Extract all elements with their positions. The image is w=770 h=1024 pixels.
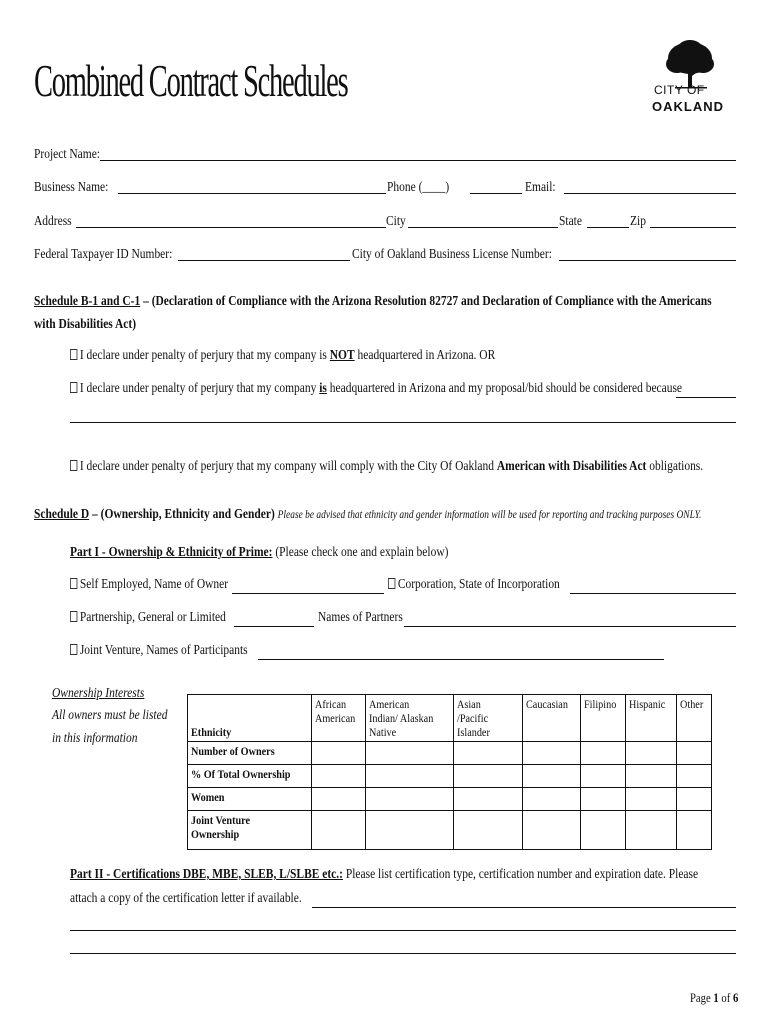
tax-license-row <box>34 246 736 264</box>
certification-field[interactable] <box>312 893 736 908</box>
state-label: State <box>559 214 582 229</box>
opt3-text-b: obligations. <box>646 459 704 474</box>
owner-name-field[interactable] <box>232 579 384 594</box>
business-license-label: City of Oakland Business License Number: <box>352 247 552 262</box>
declaration-ada-checkbox[interactable] <box>70 460 77 471</box>
state-field[interactable] <box>587 213 629 228</box>
city-field[interactable] <box>408 213 558 228</box>
schedule-d-description: – (Ownership, Ethnicity and Gender) <box>89 507 275 522</box>
self-employed-label: Self Employed, Name of Owner <box>79 577 229 592</box>
table-cell[interactable] <box>581 765 626 788</box>
schedule-b1-heading <box>34 294 712 310</box>
partnership-option[interactable] <box>70 610 226 626</box>
table-header-cell: African American <box>312 695 366 742</box>
names-of-partners-field[interactable] <box>404 612 736 627</box>
business-name-row <box>34 179 736 197</box>
table-cell[interactable] <box>366 811 454 850</box>
part1-heading <box>70 545 448 561</box>
table-cell[interactable] <box>677 742 711 765</box>
table-cell[interactable] <box>454 788 523 811</box>
opt2-is: is <box>319 381 327 396</box>
phone-field[interactable] <box>470 179 522 194</box>
table-row-label: Number of Owners <box>188 742 312 765</box>
table-cell[interactable] <box>454 765 523 788</box>
project-name-label: Project Name: <box>34 147 100 162</box>
corporation-label: Corporation, State of Incorporation <box>397 577 560 592</box>
arizona-reason-field-line2[interactable] <box>70 408 736 423</box>
declaration-arizona-option[interactable] <box>70 381 682 397</box>
partnership-checkbox[interactable] <box>70 611 77 622</box>
table-cell[interactable] <box>626 811 677 850</box>
address-label: Address <box>34 214 72 229</box>
table-header-cell: Other <box>677 695 711 742</box>
table-header-cell: Caucasian <box>523 695 581 742</box>
declaration-not-arizona-option[interactable] <box>70 348 495 364</box>
table-cell[interactable] <box>677 788 711 811</box>
phone-label: Phone (____) <box>387 180 450 195</box>
joint-venture-checkbox[interactable] <box>70 644 77 655</box>
table-cell[interactable] <box>626 742 677 765</box>
project-name-field[interactable] <box>100 146 736 161</box>
schedule-b1-title: Schedule B-1 and C-1 <box>34 294 141 309</box>
owners-listed-note: All owners must be listed <box>52 708 168 723</box>
table-cell[interactable] <box>454 811 523 850</box>
declaration-ada-option[interactable] <box>70 459 703 475</box>
declaration-arizona-checkbox[interactable] <box>70 382 77 393</box>
ownership-ethnicity-table <box>187 694 712 850</box>
table-cell[interactable] <box>581 742 626 765</box>
table-cell[interactable] <box>523 742 581 765</box>
logo-text-city-of: CITY OF <box>654 83 705 97</box>
zip-field[interactable] <box>650 213 736 228</box>
opt1-text-b: headquartered in Arizona. OR <box>354 348 496 363</box>
table-cell[interactable] <box>312 742 366 765</box>
self-employed-option[interactable] <box>70 577 228 593</box>
schedule-d-heading <box>34 507 701 523</box>
business-name-label: Business Name: <box>34 180 109 195</box>
city-label: City <box>386 214 406 229</box>
table-cell[interactable] <box>523 788 581 811</box>
email-field[interactable] <box>564 179 736 194</box>
joint-venture-label: Joint Venture, Names of Participants <box>79 643 248 658</box>
opt3-ada: American with Disabilities Act <box>496 459 647 474</box>
table-row-label: Joint Venture Ownership <box>188 811 312 850</box>
zip-label: Zip <box>630 214 646 229</box>
table-header-cell: Filipino <box>581 695 626 742</box>
email-label: Email: <box>525 180 556 195</box>
names-of-partners-label: Names of Partners <box>318 610 403 625</box>
table-header-cell: Asian /Pacific Islander <box>454 695 523 742</box>
federal-tax-id-label: Federal Taxpayer ID Number: <box>34 247 173 262</box>
federal-tax-id-field[interactable] <box>178 246 350 261</box>
state-of-incorporation-field[interactable] <box>570 579 736 594</box>
project-name-row <box>34 146 736 164</box>
table-header-row <box>188 695 712 742</box>
business-name-field[interactable] <box>118 179 386 194</box>
table-cell[interactable] <box>626 788 677 811</box>
page-number: Page 1 of 6 <box>690 990 739 1005</box>
table-header-cell: Hispanic <box>626 695 677 742</box>
table-cell[interactable] <box>581 811 626 850</box>
partnership-type-field[interactable] <box>234 612 314 627</box>
opt1-text-a: I declare under penalty of perjury that my company is <box>79 348 330 363</box>
table-cell[interactable] <box>677 765 711 788</box>
table-cell[interactable] <box>312 788 366 811</box>
corporation-checkbox[interactable] <box>388 578 395 589</box>
part1-label: Part I - Ownership & Ethnicity of Prime: <box>70 545 273 560</box>
part2-heading <box>70 867 698 883</box>
table-row-label: % Of Total Ownership <box>188 765 312 788</box>
certification-field-line2[interactable] <box>70 916 736 931</box>
table-row <box>188 765 712 788</box>
schedule-d-note: Please be advised that ethnicity and gender information will be used for reporting and tracking purposes ONLY. <box>277 509 702 521</box>
table-cell[interactable] <box>366 765 454 788</box>
table-row <box>188 742 712 765</box>
table-cell[interactable] <box>366 788 454 811</box>
opt1-not: NOT <box>329 348 355 363</box>
part2-instructions: Please list certification type, certification number and expiration date. Please <box>342 867 699 882</box>
certification-field-line3[interactable] <box>70 939 736 954</box>
part1-instructions: (Please check one and explain below) <box>272 545 449 560</box>
self-employed-checkbox[interactable] <box>70 578 77 589</box>
table-row-label: Women <box>188 788 312 811</box>
table-cell[interactable] <box>312 811 366 850</box>
joint-venture-participants-field[interactable] <box>258 645 664 660</box>
opt2-text-b: headquartered in Arizona and my proposal/bid should be considered because <box>326 381 683 396</box>
schedule-b1-heading-line2: with Disabilities Act) <box>34 317 137 332</box>
schedule-d-title: Schedule D <box>34 507 90 522</box>
table-row <box>188 788 712 811</box>
part2-instructions-line2: attach a copy of the certification letter if available. <box>70 891 302 906</box>
table-cell[interactable] <box>366 742 454 765</box>
table-cell[interactable] <box>523 765 581 788</box>
logo-text-oakland: OAKLAND <box>652 99 724 114</box>
joint-venture-option[interactable] <box>70 643 248 659</box>
declaration-not-arizona-checkbox[interactable] <box>70 349 77 360</box>
address-field[interactable] <box>76 213 386 228</box>
opt3-text-a: I declare under penalty of perjury that my company will comply with the City Of Oakland <box>79 459 497 474</box>
schedule-b1-description: – (Declaration of Compliance with the Arizona Resolution 82727 and Declaration of Compliance with the Americans <box>140 294 712 309</box>
table-cell[interactable] <box>626 765 677 788</box>
business-license-field[interactable] <box>559 246 736 261</box>
table-header-cell: American Indian/ Alaskan Native <box>366 695 454 742</box>
address-row <box>34 213 736 231</box>
ownership-interests-note: Ownership Interests <box>52 686 145 701</box>
corporation-option[interactable] <box>388 577 560 593</box>
partnership-label: Partnership, General or Limited <box>79 610 226 625</box>
table-header-cell: Ethnicity <box>188 695 312 742</box>
table-cell[interactable] <box>677 811 711 850</box>
table-row <box>188 811 712 850</box>
information-note: in this information <box>52 731 138 746</box>
opt2-text-a: I declare under penalty of perjury that my company <box>79 381 320 396</box>
table-cell[interactable] <box>581 788 626 811</box>
document-title: Combined Contract Schedules <box>34 55 348 106</box>
arizona-reason-field[interactable] <box>676 383 736 398</box>
table-cell[interactable] <box>454 742 523 765</box>
table-cell[interactable] <box>312 765 366 788</box>
table-cell[interactable] <box>523 811 581 850</box>
part2-label: Part II - Certifications DBE, MBE, SLEB, L/SLBE etc.: <box>70 867 343 882</box>
